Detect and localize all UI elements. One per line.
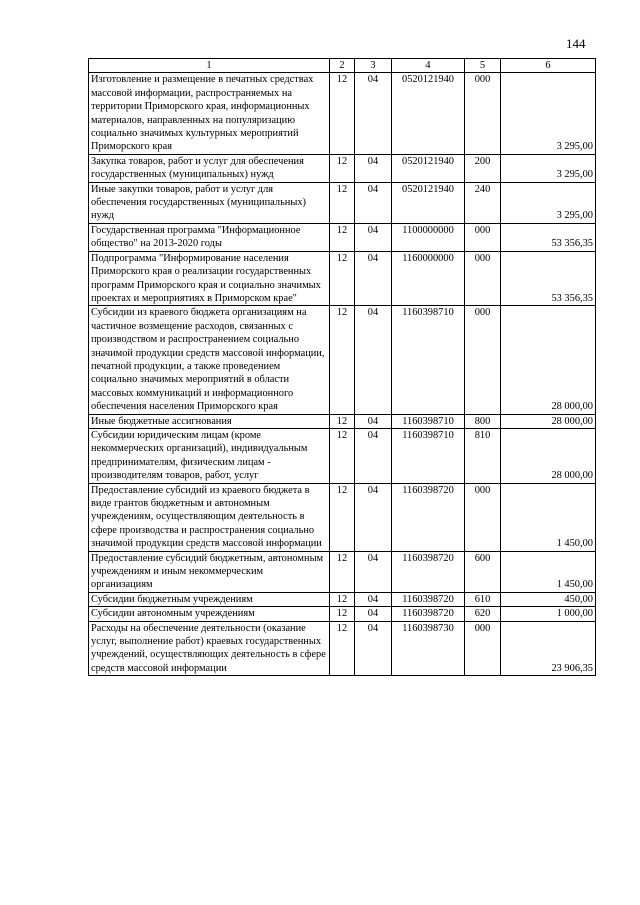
row-expense-type: 810 bbox=[465, 428, 501, 483]
table-row bbox=[89, 223, 596, 251]
row-section: 12 bbox=[330, 592, 355, 606]
row-target-article: 0520121940 bbox=[392, 73, 465, 154]
row-target-article: 1160000000 bbox=[392, 251, 465, 306]
row-target-article: 0520121940 bbox=[392, 154, 465, 182]
header-col-3: 3 bbox=[355, 59, 392, 73]
row-sum: 23 906,35 bbox=[501, 621, 596, 676]
row-section: 12 bbox=[330, 551, 355, 592]
header-col-5: 5 bbox=[465, 59, 501, 73]
row-subsection: 04 bbox=[355, 428, 392, 483]
row-sum: 28 000,00 bbox=[501, 414, 596, 428]
row-name: Закупка товаров, работ и услуг для обеспечения государственных (муниципальных) нужд bbox=[89, 154, 330, 182]
row-section: 12 bbox=[330, 182, 355, 223]
row-name: Субсидии бюджетным учреждениям bbox=[89, 592, 330, 606]
row-subsection: 04 bbox=[355, 607, 392, 621]
row-name: Изготовление и размещение в печатных средствах массовой информации, распространяемых на территории Приморского края, информационных материалов, направленных на популяризацию социально значимых культурных мероприятий Приморского края bbox=[89, 73, 330, 154]
row-name: Государственная программа "Информационное общество" на 2013-2020 годы bbox=[89, 223, 330, 251]
row-expense-type: 000 bbox=[465, 73, 501, 154]
row-sum: 1 450,00 bbox=[501, 483, 596, 551]
row-name: Субсидии автономным учреждениям bbox=[89, 607, 330, 621]
table-row bbox=[89, 414, 596, 428]
header-col-4: 4 bbox=[392, 59, 465, 73]
row-subsection: 04 bbox=[355, 154, 392, 182]
row-section: 12 bbox=[330, 73, 355, 154]
row-name: Иные бюджетные ассигнования bbox=[89, 414, 330, 428]
row-subsection: 04 bbox=[355, 551, 392, 592]
row-subsection: 04 bbox=[355, 306, 392, 414]
row-target-article: 1160398710 bbox=[392, 306, 465, 414]
row-target-article: 1160398710 bbox=[392, 414, 465, 428]
table-row bbox=[89, 621, 596, 676]
table-row bbox=[89, 428, 596, 483]
row-section: 12 bbox=[330, 223, 355, 251]
row-expense-type: 800 bbox=[465, 414, 501, 428]
row-expense-type: 240 bbox=[465, 182, 501, 223]
header-col-2: 2 bbox=[330, 59, 355, 73]
row-sum: 3 295,00 bbox=[501, 154, 596, 182]
row-name: Расходы на обеспечение деятельности (оказание услуг, выполнение работ) краевых государственных учреждений, осуществляющих деятельность в сфере средств массовой информации bbox=[89, 621, 330, 676]
row-sum: 28 000,00 bbox=[501, 306, 596, 414]
row-name: Предоставление субсидий из краевого бюджета в виде грантов бюджетным и автономным учреждениям, осуществляющим деятельность в сфере производства и распространения социально значимой продукции средств массовой информации bbox=[89, 483, 330, 551]
row-expense-type: 000 bbox=[465, 306, 501, 414]
row-sum: 3 295,00 bbox=[501, 73, 596, 154]
row-section: 12 bbox=[330, 428, 355, 483]
budget-table bbox=[88, 58, 596, 676]
row-expense-type: 600 bbox=[465, 551, 501, 592]
row-target-article: 1100000000 bbox=[392, 223, 465, 251]
row-sum: 450,00 bbox=[501, 592, 596, 606]
row-sum: 1 000,00 bbox=[501, 607, 596, 621]
header-col-6: 6 bbox=[501, 59, 596, 73]
row-sum: 3 295,00 bbox=[501, 182, 596, 223]
table-row bbox=[89, 607, 596, 621]
row-sum: 1 450,00 bbox=[501, 551, 596, 592]
row-name: Субсидии из краевого бюджета организациям на частичное возмещение расходов, связанных с производством и распространением социально значимой продукции средств массовой информации, печатной продукции, а также проведением социально значимых мероприятий в области массовых коммуникаций и информационного обеспечения населения Приморского края bbox=[89, 306, 330, 414]
page-number: 144 bbox=[566, 36, 586, 51]
row-section: 12 bbox=[330, 251, 355, 306]
row-section: 12 bbox=[330, 414, 355, 428]
table-row bbox=[89, 251, 596, 306]
row-subsection: 04 bbox=[355, 414, 392, 428]
row-subsection: 04 bbox=[355, 223, 392, 251]
table-row bbox=[89, 182, 596, 223]
row-expense-type: 000 bbox=[465, 223, 501, 251]
table-row bbox=[89, 154, 596, 182]
row-subsection: 04 bbox=[355, 182, 392, 223]
row-subsection: 04 bbox=[355, 251, 392, 306]
row-sum: 53 356,35 bbox=[501, 251, 596, 306]
row-name: Подпрограмма "Информирование населения Приморского края о реализации государственных программ Приморского края и социально значимых проектах и мероприятиях в Приморском крае" bbox=[89, 251, 330, 306]
row-subsection: 04 bbox=[355, 621, 392, 676]
row-target-article: 1160398710 bbox=[392, 428, 465, 483]
row-target-article: 1160398720 bbox=[392, 592, 465, 606]
row-target-article: 1160398720 bbox=[392, 607, 465, 621]
row-target-article: 1160398730 bbox=[392, 621, 465, 676]
row-target-article: 0520121940 bbox=[392, 182, 465, 223]
table-row bbox=[89, 551, 596, 592]
table-row bbox=[89, 592, 596, 606]
row-sum: 28 000,00 bbox=[501, 428, 596, 483]
row-subsection: 04 bbox=[355, 483, 392, 551]
row-section: 12 bbox=[330, 306, 355, 414]
row-sum: 53 356,35 bbox=[501, 223, 596, 251]
row-expense-type: 620 bbox=[465, 607, 501, 621]
row-section: 12 bbox=[330, 483, 355, 551]
row-section: 12 bbox=[330, 621, 355, 676]
table-row bbox=[89, 306, 596, 414]
row-name: Предоставление субсидий бюджетным, автономным учреждениям и иным некоммерческим организациям bbox=[89, 551, 330, 592]
row-name: Субсидии юридическим лицам (кроме некоммерческих организаций), индивидуальным предпринимателям, физическим лицам - производителям товаров, работ, услуг bbox=[89, 428, 330, 483]
row-section: 12 bbox=[330, 154, 355, 182]
row-expense-type: 000 bbox=[465, 483, 501, 551]
row-expense-type: 200 bbox=[465, 154, 501, 182]
row-subsection: 04 bbox=[355, 73, 392, 154]
header-col-1: 1 bbox=[89, 59, 330, 73]
row-section: 12 bbox=[330, 607, 355, 621]
row-expense-type: 000 bbox=[465, 251, 501, 306]
row-expense-type: 610 bbox=[465, 592, 501, 606]
row-target-article: 1160398720 bbox=[392, 551, 465, 592]
row-subsection: 04 bbox=[355, 592, 392, 606]
table-row bbox=[89, 73, 596, 154]
row-target-article: 1160398720 bbox=[392, 483, 465, 551]
row-name: Иные закупки товаров, работ и услуг для обеспечения государственных (муниципальных) нужд bbox=[89, 182, 330, 223]
table-header-row bbox=[89, 59, 596, 73]
table-row bbox=[89, 483, 596, 551]
row-expense-type: 000 bbox=[465, 621, 501, 676]
